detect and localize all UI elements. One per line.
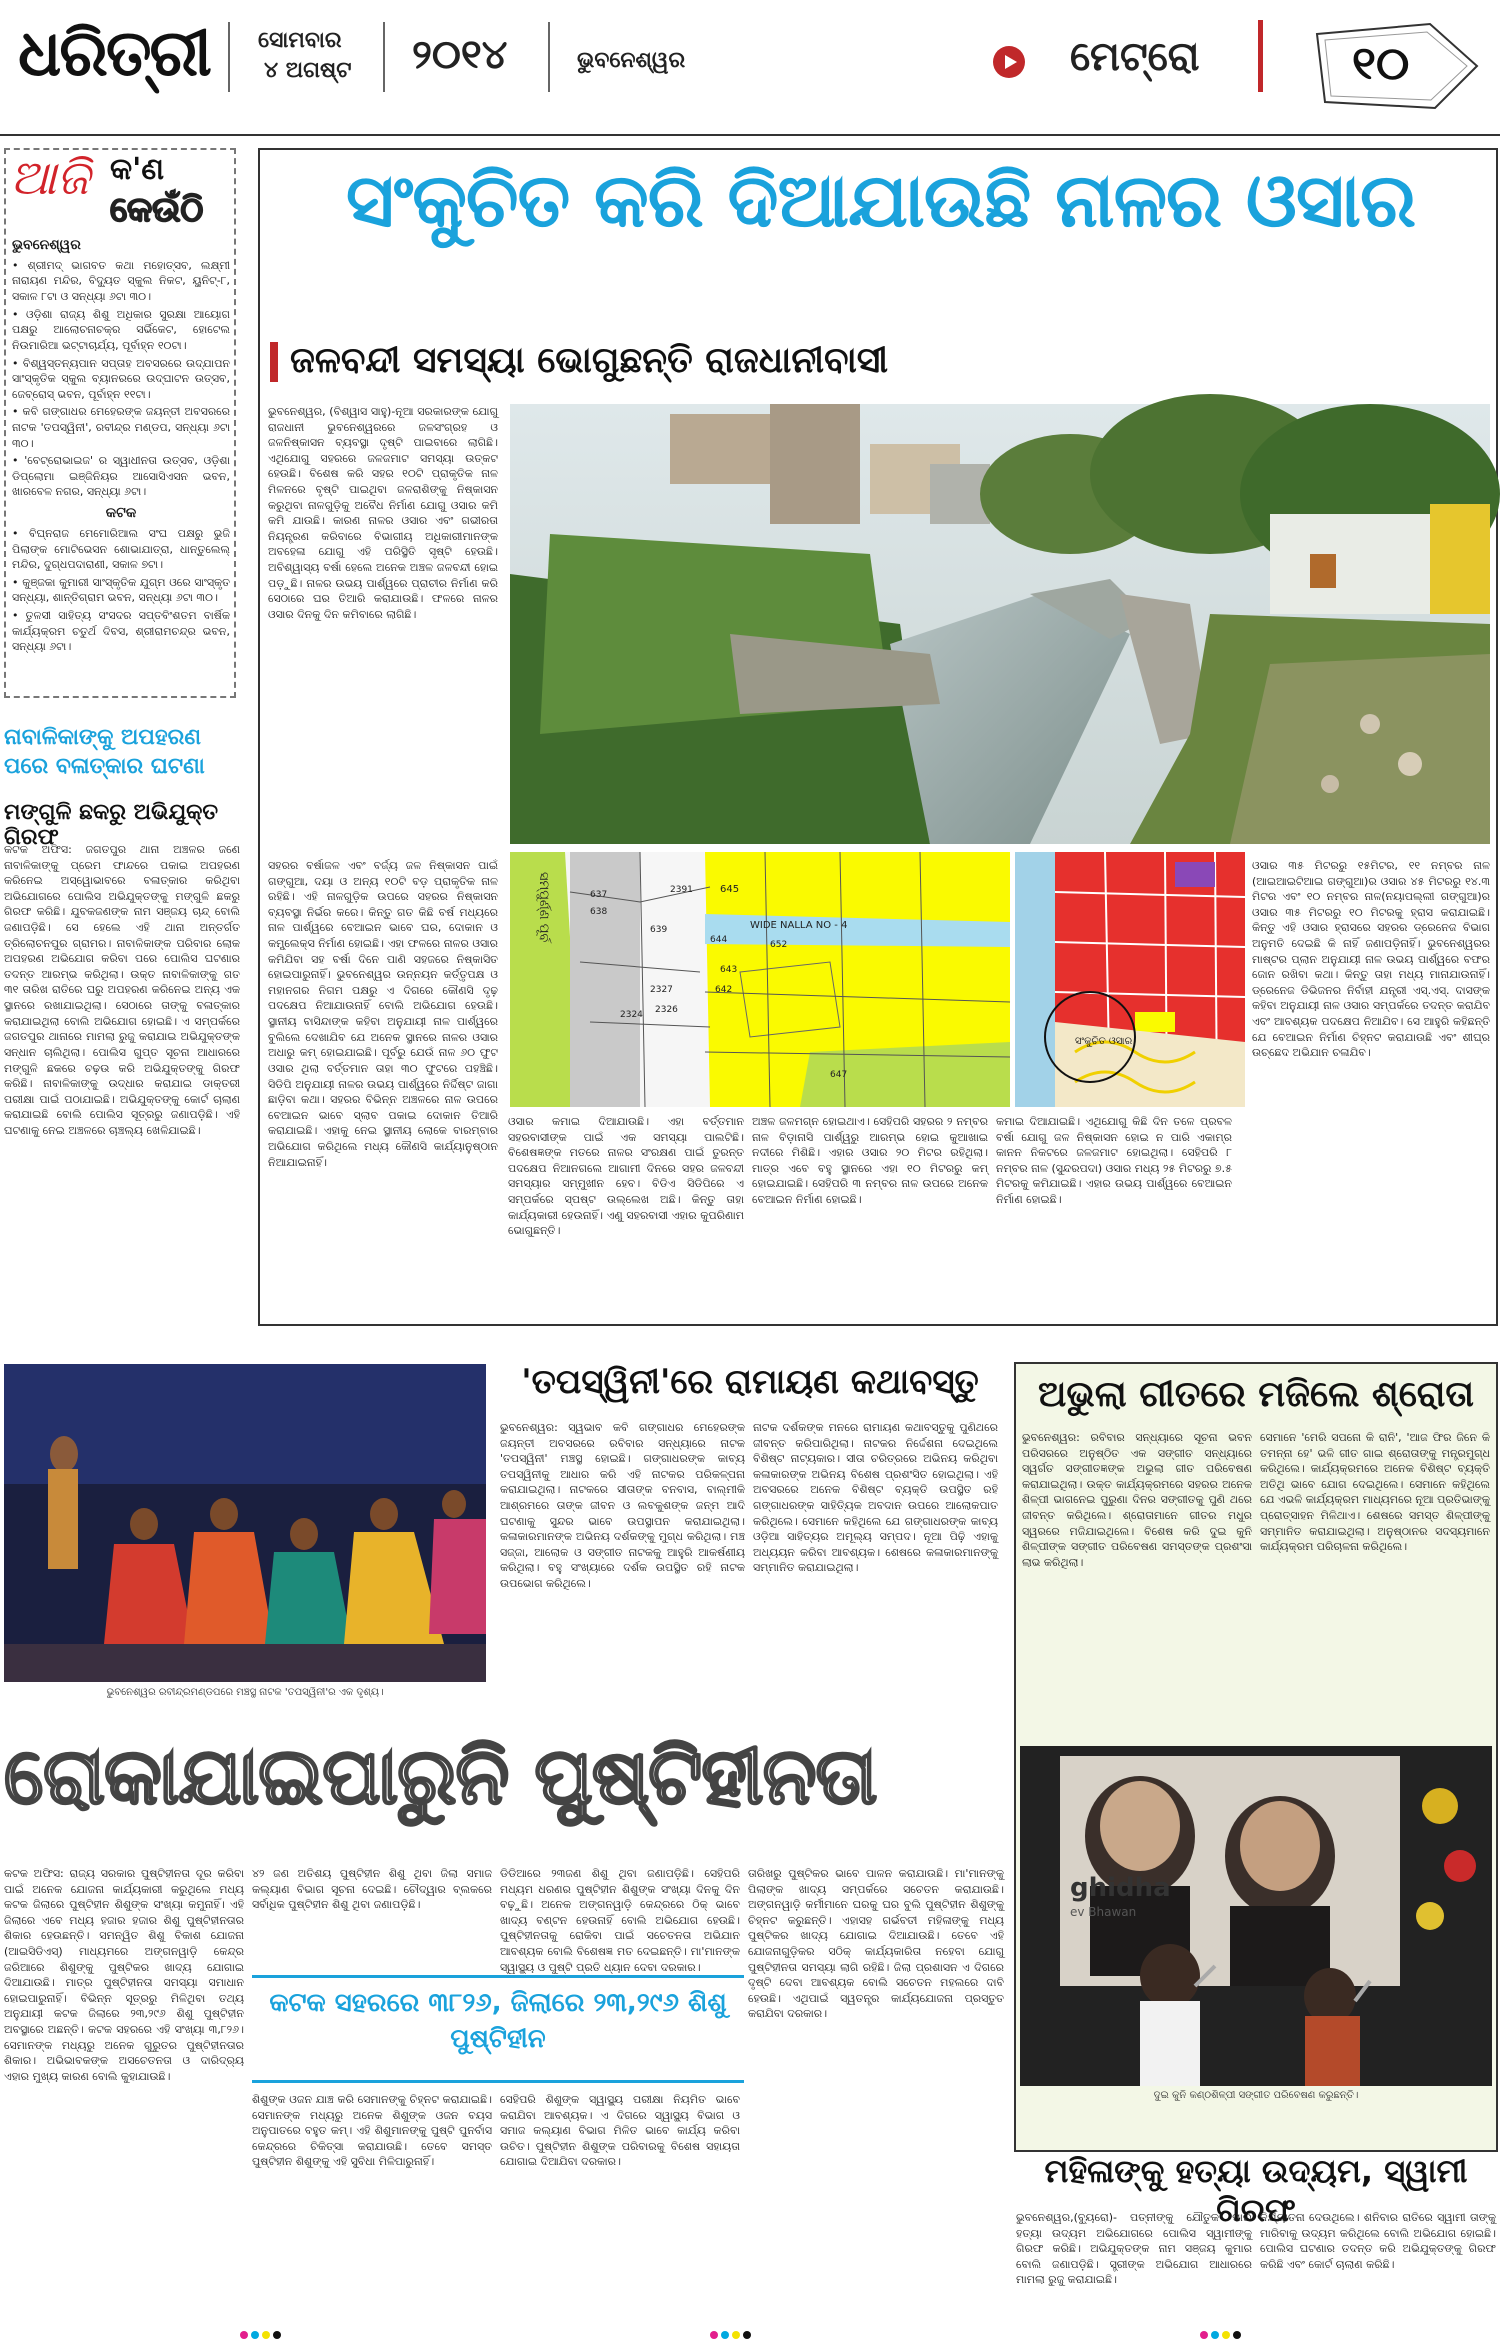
mahila-col: ନିର୍ଯ୍ୟାତନା ଦେଉଥିଲେ। ଶନିବାର ରାତିରେ ସ୍ୱାମୀ ତାଙ୍କୁ ମାରିବାକୁ ଉଦ୍ୟମ କରିଥିଲେ ବୋଲି ଅଭିଯୋଗ ହୋଇଛି। ପୋଲିସ ଘଟଣାର ତଦନ୍ତ କରି ଅଭିଯୁକ୍ତଙ୍କୁ ଗିରଫ କରିଛି ଏବଂ କୋର୍ଟ ଚାଲାଣ କରିଛି। — [1260, 2211, 1496, 2271]
photo-sign-text: ev Bhawan — [1070, 1905, 1137, 1919]
map-plot: 645 — [720, 884, 740, 895]
agenda-item: • ତୁଳସୀ ସାହିତ୍ୟ ସଂସଦର ସପ୍ତବିଂଶତମ ବାର୍ଷିକ କାର୍ଯ୍ୟକ୍ରମ ଚତୁର୍ଥ ଦିବସ, ଶ୍ରୀରାମଚନ୍ଦ୍ର ଭବନ, ସନ୍ଧ୍ୟା ୬ଟା। — [12, 608, 230, 654]
newspaper-logo: ଧରିତ୍ରୀ — [18, 16, 210, 91]
section-divider — [1258, 20, 1263, 92]
map-plot: 2327 — [650, 985, 673, 995]
page-number: ୧୦ — [1352, 36, 1410, 90]
left-story-headline: ନାବାଳିକାଙ୍କୁ ଅପହରଣ ପରେ ବଳାତ୍କାର ଘଟଣା — [4, 725, 205, 779]
agenda-prefix: ଆଜି — [10, 150, 90, 206]
agenda-item: • କବି ଗଙ୍ଗାଧର ମେହେରଙ୍କ ଜୟନ୍ତୀ ଅବସରରେ ନାଟକ 'ତପସ୍ୱିନୀ', ରବୀନ୍ଦ୍ର ମଣ୍ଡପ, ସନ୍ଧ୍ୟା ୬ଟା ୩୦। — [12, 405, 230, 450]
registration-marks — [1200, 2324, 1244, 2334]
play-icon — [993, 46, 1025, 78]
masthead-divider — [548, 22, 550, 92]
malnutrition-col: ୪୨ ଜଣ ଅତିଶୟ ପୁଷ୍ଟିହୀନ ଶିଶୁ ଥିବା ଜିଲା ସମାଜ କଲ୍ୟାଣ ବିଭାଗ ସୂଚନା ଦେଇଛି। ଚୌଦ୍ୱାର ବ୍ଲକରେ ସର୍ବାଧିକ ପୁଷ୍ଟିହୀନ ଶିଶୁ ଥିବା ଜଣାପଡ଼ିଛି। — [252, 1867, 492, 1912]
photo-sign-text: ghidha — [1070, 1873, 1171, 1903]
mahila-col: ଭୁବନେଶ୍ୱର,(ବ୍ୟୁରୋ)- ପତ୍ନୀଙ୍କୁ ଯୌତୁକ ପାଇଁ ହତ୍ୟା ଉଦ୍ୟମ ଅଭିଯୋଗରେ ପୋଲିସ ସ୍ୱାମୀଙ୍କୁ ଗିରଫ କରିଛି। ଅଭିଯୁକ୍ତଙ୍କ ନାମ ସଞ୍ଜୟ କୁମାର ବୋଲି ଜଣାପଡ଼ିଛି। ସ୍ତ୍ରୀଙ୍କ ଅଭିଯୋଗ ଆଧାରରେ ମାମଲା ରୁଜୁ କରାଯାଇଛି। — [1016, 2211, 1252, 2287]
map-plot: 642 — [715, 985, 733, 995]
map-plot: 644 — [710, 935, 728, 945]
map-plot: 2326 — [655, 1005, 678, 1015]
abhula-headline: ଅଭୁଲା ଗୀତରେ ମଜିଲେ ଶ୍ରୋତା — [1037, 1374, 1474, 1415]
masthead-year: ୨୦୧୪ — [412, 32, 508, 78]
tapaswini-col: ଭୁବନେଶ୍ୱର: ସ୍ୱଭାବ କବି ଗଙ୍ଗାଧର ମେହେରଙ୍କ ଜୟନ୍ତୀ ଅବସରରେ ରବିବାର ସନ୍ଧ୍ୟାରେ ନାଟକ 'ତପସ୍ୱିନୀ' ମଞ୍ଚସ୍ଥ ହୋଇଛି। ଗଙ୍ଗାଧରଙ୍କ କାବ୍ୟ ତପସ୍ୱିନୀକୁ ଆଧାର କରି ଏହି ନାଟକର ପରିକଳ୍ପନା କରାଯାଇଥିଲା। ନାଟକରେ ସୀତାଙ୍କ ବନବାସ, ବାଲ୍ମୀକି ଆଶ୍ରମରେ ତାଙ୍କ ଜୀବନ ଓ ଲବକୁଶଙ୍କ ଜନ୍ମ ଆଦି ଘଟଣାକୁ ସୁନ୍ଦର ଭାବେ ଉପସ୍ଥାପନ କରାଯାଇଥିଲା। କଳାକାରମାନଙ୍କ ଅଭିନୟ ଦର୍ଶକଙ୍କୁ ମୁଗ୍ଧ କରିଥିଲା। ମଞ୍ଚ ସଜ୍ଜା, ଆଲୋକ ଓ ସଙ୍ଗୀତ ନାଟକକୁ ଆହୁରି ଆକର୍ଷଣୀୟ କରିଥିଲା। ବହୁ ସଂଖ୍ୟାରେ ଦର୍ଶକ ଉପସ୍ଥିତ ରହି ନାଟକ ଉପଭୋଗ କରିଥିଲେ। — [500, 1421, 745, 1591]
map-plot: 643 — [720, 965, 738, 975]
play-scene-photo — [4, 1364, 486, 1682]
pull-quote: କଟକ ସହରରେ ୩୮୨୬, ଜିଲାରେ ୨୩,୨୯୬ ଶିଶୁ ପୁଷ୍ଟିହୀନ — [269, 1988, 727, 2055]
masthead-divider — [228, 22, 230, 92]
concert-photo — [1020, 1746, 1492, 2086]
agenda-item: • ବିଶ୍ୱସ୍ତନ୍ୟପାନ ସପ୍ତାହ ଅବସରରେ ଉଦ୍‌ଯାପନ ସାଂସ୍କୃତିକ ସ୍କୁଲ ବ୍ୟାନରରେ ଉଦ୍‌ଘାଟନ ଉତ୍ସବ, ଜେବ୍ରୋସ୍ ଭବନ, ପୂର୍ବାହ୍ନ ୧୧ଟା। — [12, 356, 230, 401]
map-circle-label: ସଂକୁଚିତ ଓସାର — [1075, 1036, 1133, 1047]
main-story-col: ସହରର ବର୍ଷାଜଳ ଏବଂ ବର୍ଜ୍ୟ ଜଳ ନିଷ୍କାସନ ପାଇଁ ଗଙ୍ଗୁଆ, ଦୟା ଓ ଅନ୍ୟ ୧୦ଟି ବଡ଼ ପ୍ରାକୃତିକ ନାଳ ରହିଛି। ଏହି ନାଳଗୁଡ଼ିକ ଉପରେ ସହରର ନିଷ୍କାସନ ବ୍ୟବସ୍ଥା ନିର୍ଭର କରେ। କିନ୍ତୁ ଗତ କିଛି ବର୍ଷ ମଧ୍ୟରେ ନାଳ ପାର୍ଶ୍ୱରେ ବେଆଇନ ଭାବେ ଘର, ଦୋକାନ ଓ କମ୍ପ୍ଲେକ୍ସ ନିର୍ମାଣ ହୋଇଛି। ଏହା ଫଳରେ ନାଳର ଓସାର କମିଯିବା ସହ ବର୍ଷା ଦିନେ ପାଣି ସହଜରେ ନିଷ୍କାସିତ ହୋଇପାରୁନାହିଁ। ଭୁବନେଶ୍ୱର ଉନ୍ନୟନ କର୍ତ୍ତୃପକ୍ଷ ଓ ମହାନଗର ନିଗମ ପକ୍ଷରୁ ଏ ଦିଗରେ କୌଣସି ଦୃଢ଼ ପଦକ୍ଷେପ ନିଆଯାଉନାହିଁ ବୋଲି ଅଭିଯୋଗ ହେଉଛି। ସ୍ଥାନୀୟ ବାସିନ୍ଦାଙ୍କ କହିବା ଅନୁଯାୟୀ ନାଳ ପାର୍ଶ୍ୱରେ ବୁଲିଲେ ଦେଖାଯିବ ଯେ ଅନେକ ସ୍ଥାନରେ ନାଳର ଓସାର ଅଧାରୁ କମ୍ ହୋଇଯାଇଛି। ପୂର୍ବରୁ ଯେଉଁ ନାଳ ୬୦ ଫୁଟ ଓସାର ଥିଲା ବର୍ତ୍ତମାନ ତାହା ୩୦ ଫୁଟରେ ପହଞ୍ଚିଛି। ସିଡିପି ଅନୁଯାୟୀ ନାଳର ଉଭୟ ପାର୍ଶ୍ୱରେ ନିର୍ଦ୍ଦିଷ୍ଟ ଜାଗା ଛାଡ଼ିବା କଥା। ସହରର ବିଭିନ୍ନ ଅଞ୍ଚଳରେ ନାଳ ଉପରେ ବେଆଇନ ଭାବେ ସ୍ଲାବ ପକାଇ ଦୋକାନ ତିଆରି କରାଯାଇଛି। ଏହାକୁ ନେଇ ସ୍ଥାନୀୟ ଲୋକେ ବାରମ୍ବାର ଅଭିଯୋଗ କରିଥିଲେ ମଧ୍ୟ କୌଣସି କାର୍ଯ୍ୟାନୁଷ୍ଠାନ ନିଆଯାଇନାହିଁ। — [268, 859, 498, 1169]
main-story-col: ଓସାର ୩୫ ମିଟରରୁ ୧୫ମିଟର, ୧୧ ନମ୍ବର ନାଳ (ଆଇଆଇଟିଆଇ ଗଙ୍ଗୁଆ)ର ଓସାର ୪୫ ମିଟରରୁ ୧୪.୩ ମିଟର ଏବଂ ୧୦ ନମ୍ବର ନାଳ(ନୟାପଲ୍ଲୀ ଗଙ୍ଗୁଆ)ର ଓସାର ୩୫ ମିଟରରୁ ୧୦ ମିଟରକୁ ହ୍ରାସ କରାଯାଇଛି। କିନ୍ତୁ ଏହି ଓସାର ହ୍ରାସରେ ସହରର ଡ୍ରେନେଜ ବିଭାଗ ଅନୁମତି ଦେଇଛି କି ନାହିଁ ଜଣାପଡ଼ିନାହିଁ। ଭୁବନେଶ୍ୱରର ମାଷ୍ଟର ପ୍ଲାନ ଅନୁଯାୟୀ ନାଳ ଉଭୟ ପାର୍ଶ୍ୱରେ ବଫର ଜୋନ ରଖିବା କଥା। କିନ୍ତୁ ତାହା ମଧ୍ୟ ମାନାଯାଉନାହିଁ। ଡ୍ରେନେଜ ଡିଭିଜନର ନିର୍ବାହୀ ଯନ୍ତ୍ରୀ ଏସ୍.ଏସ୍. ଦାସଙ୍କ କହିବା ଅନୁଯାୟୀ ନାଳ ଓସାର ସମ୍ପର୍କରେ ତଦନ୍ତ କରାଯିବ ଏବଂ ଆବଶ୍ୟକ ପଦକ୍ଷେପ ନିଆଯିବ। ସେ ଆହୁରି କହିଛନ୍ତି ଯେ ବେଆଇନ ନିର୍ମାଣ ଚିହ୍ନଟ କରାଯାଉଛି ଏବଂ ଶୀଘ୍ର ଉଚ୍ଛେଦ ଅଭିଯାନ ଚଳାଯିବ। — [1252, 859, 1490, 1060]
agenda-city-label: କଟକ — [105, 505, 137, 522]
agenda-title-line2: କେଉଁଠି — [110, 190, 204, 230]
abhula-col: ଭୁବନେଶ୍ୱର: ରବିବାର ସନ୍ଧ୍ୟାରେ ସୂଚନା ଭବନ ପରିସରରେ ଅନୁଷ୍ଠିତ ଏକ ସଙ୍ଗୀତ ସନ୍ଧ୍ୟାରେ ସ୍ୱର୍ଗତ ସଙ୍ଗୀତଜ୍ଞଙ୍କ ଅଭୁଲା ଗୀତ ପରିବେଷଣ କରାଯାଇଥିଲା। ଉକ୍ତ କାର୍ଯ୍ୟକ୍ରମରେ ସହରର ଅନେକ ଶିଳ୍ପୀ ଭାଗନେଇ ପୁରୁଣା ଦିନର ସଙ୍ଗୀତକୁ ପୁଣି ଥରେ ଜୀବନ୍ତ କରିଥିଲେ। ଶ୍ରୋତାମାନେ ଗୀତର ମଧୁର ସ୍ୱରରେ ମଜିଯାଇଥିଲେ। ବିଶେଷ କରି ଦୁଇ କୁନି ଶିଳ୍ପୀଙ୍କ ସଙ୍ଗୀତ ପରିବେଷଣ ସମସ୍ତଙ୍କ ପ୍ରଶଂସା ଲାଭ କରିଥିଲା। — [1022, 1431, 1252, 1569]
abhula-col: ସେମାନେ 'ମେରି ସପନୋ କି ରାନି', 'ଆଜ ଫିର ଜିନେ କି ତମନ୍ନା ହେ' ଭଳି ଗୀତ ଗାଇ ଶ୍ରୋତାଙ୍କୁ ମନ୍ତ୍ରମୁଗ୍ଧ କରିଥିଲେ। କାର୍ଯ୍ୟକ୍ରମରେ ଅନେକ ବିଶିଷ୍ଟ ବ୍ୟକ୍ତି ଅତିଥି ଭାବେ ଯୋଗ ଦେଇଥିଲେ। ସେମାନେ କହିଥିଲେ ଯେ ଏଭଳି କାର୍ଯ୍ୟକ୍ରମ ମାଧ୍ୟମରେ ନୂଆ ପ୍ରତିଭାଙ୍କୁ ପ୍ରୋତ୍ସାହନ ମିଳିଥାଏ। ଶେଷରେ ସମସ୍ତ ଶିଳ୍ପୀଙ୍କୁ ସମ୍ମାନିତ କରାଯାଇଥିଲା। ଅନୁଷ୍ଠାନର ସଦସ୍ୟମାନେ କାର୍ଯ୍ୟକ୍ରମ ପରିଚାଳନା କରିଥିଲେ। — [1260, 1431, 1490, 1554]
main-headline: ସଂକୁଚିତ କରି ଦିଆଯାଉଛି ନାଳର ଓସାର — [345, 158, 1416, 244]
left-story-subheadline: ମଙ୍ଗୁଳି ଛକରୁ ଅଭିଯୁକ୍ତ ଗିରଫ — [4, 800, 219, 850]
malnutrition-headline: ରୋକାଯାଇପାରୁନି ପୁଷ୍ଟିହୀନତା — [4, 1732, 877, 1822]
malnutrition-col: ତାରିଖରୁ ପୁଷ୍ଟିକର ଭାବେ ପାଳନ କରାଯାଉଛି। ମା'ମାନଙ୍କୁ ପିଲାଙ୍କ ଖାଦ୍ୟ ସମ୍ପର୍କରେ ସଚେତନ କରାଯାଉଛି। ଅଙ୍ଗନୱାଡ଼ି କର୍ମୀମାନେ ଘରକୁ ଘର ବୁଲି ପୁଷ୍ଟିହୀନ ଶିଶୁଙ୍କୁ ଚିହ୍ନଟ କରୁଛନ୍ତି। ଏହାସହ ଗର୍ଭବତୀ ମହିଳାଙ୍କୁ ମଧ୍ୟ ପୁଷ୍ଟିକର ଖାଦ୍ୟ ଯୋଗାଇ ଦିଆଯାଉଛି। ତେବେ ଏହି ଯୋଜନାଗୁଡ଼ିକର ସଠିକ୍ କାର୍ଯ୍ୟକାରିତା ନହେବା ଯୋଗୁ ପୁଷ୍ଟିହୀନତା ସମସ୍ୟା ଲାଗି ରହିଛି। ଜିଲା ପ୍ରଶାସନ ଏ ଦିଗରେ ଦୃଷ୍ଟି ଦେବା ଆବଶ୍ୟକ ବୋଲି ସଚେତନ ମହଲରେ ଦାବି ହେଉଛି। ଏଥିପାଇଁ ସ୍ୱତନ୍ତ୍ର କାର୍ଯ୍ୟଯୋଜନା ପ୍ରସ୍ତୁତ କରାଯିବା ଦରକାର। — [748, 1867, 1004, 2021]
masthead-divider — [383, 22, 385, 92]
masthead-date: ୪ ଅଗଷ୍ଟ — [264, 58, 352, 83]
concert-photo-caption: ଦୁଇ କୁନି କଣ୍ଠଶିଳ୍ପୀ ସଙ୍ଗୀତ ପରିବେଷଣ କରୁଛନ୍ତି। — [1153, 2090, 1359, 2101]
agenda-city-label: ଭୁବନେଶ୍ୱର — [12, 237, 81, 253]
tapaswini-headline: 'ତପସ୍ୱିନୀ'ରେ ରାମାୟଣ କଥାବସ୍ତୁ — [521, 1362, 979, 1402]
malnutrition-col: ସେହିପରି ଶିଶୁଙ୍କ ସ୍ୱାସ୍ଥ୍ୟ ପରୀକ୍ଷା ନିୟମିତ ଭାବେ କରାଯିବା ଆବଶ୍ୟକ। ଏ ଦିଗରେ ସ୍ୱାସ୍ଥ୍ୟ ବିଭାଗ ଓ ସମାଜ କଲ୍ୟାଣ ବିଭାଗ ମିଳିତ ଭାବେ କାର୍ଯ୍ୟ କରିବା ଉଚିତ। ପୁଷ୍ଟିହୀନ ଶିଶୁଙ୍କ ପରିବାରକୁ ବିଶେଷ ସହାୟତା ଯୋଗାଇ ଦିଆଯିବା ଦରକାର। — [500, 2093, 740, 2169]
zoning-map — [1015, 852, 1245, 1107]
main-story-col: ଓସାର କମାଇ ଦିଆଯାଉଛି। ଏହା ବର୍ତ୍ତମାନ ସହରବାସୀଙ୍କ ପାଇଁ ଏକ ସମସ୍ୟା ପାଲଟିଛି। ବିଶେଷଜ୍ଞଙ୍କ ମତରେ ନାଳର ସଂରକ୍ଷଣ ପାଇଁ ତୁରନ୍ତ ପଦକ୍ଷେପ ନିଆନଗଲେ ଆଗାମୀ ଦିନରେ ସହର ଜଳବନ୍ଦୀ ସମସ୍ୟାର ସମ୍ମୁଖୀନ ହେବ। ବିଡିଏ ସିଡିପିରେ ଏ ସମ୍ପର୍କରେ ସ୍ପଷ୍ଟ ଉଲ୍ଲେଖ ଅଛି। କିନ୍ତୁ ତାହା କାର୍ଯ୍ୟକାରୀ ହେଉନାହିଁ। ଏଣୁ ସହରବାସୀ ଏହାର କୁପରିଣାମ ଭୋଗୁଛନ୍ତି। — [508, 1115, 744, 1238]
play-photo-caption: ଭୁବନେଶ୍ୱର ରବୀନ୍ଦ୍ରମଣ୍ଡପରେ ମଞ୍ଚସ୍ଥ ନାଟକ 'ତପସ୍ୱିନୀ'ର ଏକ ଦୃଶ୍ୟ। — [106, 1687, 384, 1698]
main-story-col: ଭୁବନେଶ୍ୱର, (ବିଶ୍ୱାସ ସାହୁ)-ନୂଆ ସରକାରଙ୍କ ଯୋଗୁ ରାଜଧାନୀ ଭୁବନେଶ୍ୱରରେ ଜଳସଂଗ୍ରହ ଓ ଜଳନିଷ୍କାସନ ବ୍ୟବସ୍ଥା ଦୃଷ୍ଟି ପାଇବାରେ ଲାଗିଛି। ଏଥିଯୋଗୁ ସହରରେ ଜଳଜମାଟ ସମସ୍ୟା ଉତ୍କଟ ହେଉଛି। ବିଶେଷ କରି ସହର ୧୦ଟି ପ୍ରାକୃତିକ ନାଳ ମିଳନରେ ବୃଷ୍ଟି ପାଇଥିବା ଜଳରାଶିଙ୍କୁ ନିଷ୍କାସନ କରୁଥିବା ନାଳଗୁଡ଼ିକୁ ଅବୈଧ ନିର୍ମାଣ ଯୋଗୁ ଓସାର କମି କମି ଯାଉଛି। କାରଣ ନାଳର ଓସାର ଏବଂ ଗଭୀରତା ନିୟନ୍ତ୍ରଣ କରିବାରେ ବିଭାଗୀୟ ଅଧିକାରୀମାନଙ୍କ ଅବହେଳା ଯୋଗୁ ଏହି ପରିସ୍ଥିତି ସୃଷ୍ଟି ହେଉଛି। ଅବିଶ୍ୱାସ୍ୟ ବର୍ଷା ହେଲେ ଅନେକ ଅଞ୍ଚଳ ଜଳବନ୍ଦୀ ହୋଇ ପଡ଼ୁଛି। ନାଳର ଉଭୟ ପାର୍ଶ୍ୱରେ ପ୍ରାଚୀର ନିର୍ମାଣ କରି ସେଠାରେ ଘର ତିଆରି କରାଯାଉଛି। ଫଳରେ ନାଳର ଓସାର ଦିନକୁ ଦିନ କମିବାରେ ଲାଗିଛି। — [268, 405, 498, 621]
drain-photo — [510, 404, 1490, 844]
agenda-list — [12, 232, 230, 692]
agenda-item: • ଶ୍ରୀମଦ୍ ଭାଗବତ କଥା ମହୋତ୍ସବ, ଲକ୍ଷ୍ମୀ ନାରାୟଣ ମନ୍ଦିର, ବିଦ୍ୟୁତ ସ୍କୁଲ ନିକଟ, ୟୁନିଟ୍-୮, ସକାଳ ୮ଟା ଓ ସନ୍ଧ୍ୟା ୬ଟା ୩୦। — [12, 258, 230, 304]
map-plot: 2391 — [670, 885, 693, 895]
agenda-item: • ଓଡ଼ିଶା ରାଜ୍ୟ ଶିଶୁ ଅଧିକାର ସୁରକ୍ଷା ଆୟୋଗ ପକ୍ଷରୁ ଆଲୋଚନାଚକ୍ର ସର୍ଭିକେଟ, ହୋଟେଲ ନିଉମାରିଆ ଭଟ୍ଟାଚାର୍ଯ୍ୟ, ପୂର୍ବାହ୍ନ ୧୦ଟା। — [12, 307, 230, 352]
map-plot: 652 — [770, 940, 788, 950]
registration-marks — [240, 2324, 284, 2334]
mahila-headline: ମହିଳାଙ୍କୁ ହତ୍ୟା ଉଦ୍ୟମ, ସ୍ୱାମୀ ଗିରଫ — [1044, 2152, 1468, 2229]
malnutrition-col: କଟକ ଅଫିସ: ରାଜ୍ୟ ସରକାର ପୁଷ୍ଟିହୀନତା ଦୂର କରିବା ପାଇଁ ଅନେକ ଯୋଜନା କାର୍ଯ୍ୟକାରୀ କରୁଥିଲେ ମଧ୍ୟ କଟକ ଜିଲାରେ ପୁଷ୍ଟିହୀନ ଶିଶୁଙ୍କ ସଂଖ୍ୟା କମୁନାହିଁ। ଏହି ଜିଲାରେ ଏବେ ମଧ୍ୟ ହଜାର ହଜାର ଶିଶୁ ପୁଷ୍ଟିହୀନତାର ଶିକାର ହେଉଛନ୍ତି। ସମନ୍ୱିତ ଶିଶୁ ବିକାଶ ଯୋଜନା (ଆଇସିଡିଏସ୍) ମାଧ୍ୟମରେ ଅଙ୍ଗନୱାଡ଼ି କେନ୍ଦ୍ର ଜରିଆରେ ଶିଶୁଙ୍କୁ ପୁଷ୍ଟିକର ଖାଦ୍ୟ ଯୋଗାଇ ଦିଆଯାଉଛି। ମାତ୍ର ପୁଷ୍ଟିହୀନତା ସମସ୍ୟା ସମାଧାନ ହୋଇପାରୁନାହିଁ। ବିଭିନ୍ନ ସୂତ୍ରରୁ ମିଳିଥିବା ତଥ୍ୟ ଅନୁଯାୟୀ କଟକ ଜିଲାରେ ୨୩,୨୯୬ ଶିଶୁ ପୁଷ୍ଟିହୀନ ଅବସ୍ଥାରେ ଅଛନ୍ତି। କଟକ ସହରରେ ଏହି ସଂଖ୍ୟା ୩,୮୨୬। ସେମାନଙ୍କ ମଧ୍ୟରୁ ଅନେକ ଗୁରୁତର ପୁଷ୍ଟିହୀନତାର ଶିକାର। ଅଭିଭାବକଙ୍କ ଅସଚେତନତା ଓ ଦାରିଦ୍ର୍ୟ ଏହାର ମୁଖ୍ୟ କାରଣ ବୋଲି କୁହାଯାଉଛି। — [4, 1867, 244, 2083]
map-plot: 639 — [650, 925, 668, 935]
registration-marks — [710, 2324, 754, 2334]
agenda-item: • ବିଘ୍ନରାଜ ମେମୋରିଆଲ ସଂଘ ପକ୍ଷରୁ ଭୁଜି ପିଲାଙ୍କ ମୋଟିଭେସନ ଶୋଭାଯାତ୍ରା, ଧାନ୍ତୁଲେଲ୍ ମନ୍ଦିର, ଦୁଗ୍ଧପଦାରାଣୀ, ସକାଳ ୭ଟା। — [12, 526, 230, 572]
agenda-title-line1: କ'ଣ — [110, 152, 165, 187]
agenda-item: • କୁଞ୍ଜକା କୁମାରୀ ସାଂସ୍କୃତିକ ଯୁଗ୍ମ ଓରେ ସାଂସ୍କୃତ ସନ୍ଧ୍ୟା, ଶାନ୍ତିଗ୍ରାମ ଭବନ, ସନ୍ଧ୍ୟା ୬ଟା ୩୦। — [12, 575, 230, 605]
subheadline-bar — [270, 342, 278, 382]
map-plot: 638 — [590, 907, 608, 917]
agenda-item: • 'ବେଟ୍ରୋଭାଇଜ' ର ସ୍ୱାଧୀନତା ଉତ୍ସବ, ଓଡ଼ିଶା ଡିପ୍ଲୋମା ଇଞ୍ଜିନିୟର ଆସୋସିଏସନ ଭବନ, ଖାରବେଳ ନଗର, ସନ୍ଧ୍ୟା ୬ଟା। — [12, 454, 230, 499]
map-road-label: WIDE NALLA NO - 4 — [750, 920, 848, 931]
map-side-label: ସମ୍ପୁର୍ଣ୍ଣ ପୂର୍ବ — [536, 872, 551, 943]
cadastral-map — [510, 852, 1010, 1107]
left-story-body: କଟକ ଅଫିସ: ଜଗତପୁର ଥାନା ଅଞ୍ଚଳର ଜଣେ ନାବାଳିକାଙ୍କୁ ପ୍ରେମ ଫାନ୍ଦରେ ପକାଇ ଅପହରଣ କରିନେଇ ଅସ୍ୱୋଭାବରେ ବଳାତ୍କାର କରିଥିବା ଅଭିଯୋଗରେ ପୋଲିସ ଅଭିଯୁକ୍ତଙ୍କୁ ମଙ୍ଗୁଳି ଛକରୁ ଗିରଫ କରିଛି। ଯୁବକଜଣଙ୍କ ନାମ ସଞ୍ଜୟ ଚାନ୍ଦ୍ ବୋଲି ଜଣାପଡ଼ିଛି। ସେ ହେଲେ ଏହି ଥାନା ଅନ୍ତର୍ଗତ ତ୍ରିଲୋଚନପୁର ଗ୍ରାମର। ନାବାଳିକାଙ୍କ ପରିବାର ଲୋକ ଅପହରଣ ଅଭିଯୋଗ କରିବା ପରେ ପୋଲିସ ଘଟଣାର ତଦନ୍ତ ଆରମ୍ଭ କରିଥିଲା। ଉକ୍ତ ନାବାଳିକାଙ୍କୁ ଗତ ୩୧ ତାରିଖ ରାତିରେ ଘରୁ ଅପହରଣ କରିନେଇ ଅନ୍ୟ ଏକ ସ୍ଥାନରେ ରଖାଯାଇଥିଲା। ସେଠାରେ ତାଙ୍କୁ ବଳାତ୍କାର କରାଯାଇଥିଲା ବୋଲି ଅଭିଯୋଗ ହୋଇଛି। ଏ ସମ୍ପର୍କରେ ଜଗତପୁର ଥାନାରେ ମାମଲା ରୁଜୁ କରାଯାଇ ଅଭିଯୁକ୍ତଙ୍କ ସନ୍ଧାନ ଚାଲିଥିଲା। ପୋଲିସ ଗୁପ୍ତ ସୂଚନା ଆଧାରରେ ମଙ୍ଗୁଳି ଛକରେ ଚଢ଼ଉ କରି ଅଭିଯୁକ୍ତଙ୍କୁ ଗିରଫ କରିଛି। ନାବାଳିକାଙ୍କୁ ଉଦ୍ଧାର କରାଯାଇ ଡାକ୍ତରୀ ପରୀକ୍ଷା ପାଇଁ ପଠାଯାଇଛି। ଅଭିଯୁକ୍ତଙ୍କୁ କୋର୍ଟ ଚାଲାଣ କରାଯାଇଛି ବୋଲି ପୋଲିସ ସୂତ୍ରରୁ ଜଣାପଡ଼ିଛି। ଏହି ଘଟଣାକୁ ନେଇ ଅଞ୍ଚଳରେ ଚାଞ୍ଚଲ୍ୟ ଖେଳିଯାଇଛି। — [4, 843, 240, 1137]
malnutrition-col: ଶିଶୁଙ୍କ ଓଜନ ଯାଞ୍ଚ କରି ସେମାନଙ୍କୁ ଚିହ୍ନଟ କରାଯାଇଛି। ସେମାନଙ୍କ ମଧ୍ୟରୁ ଅନେକ ଶିଶୁଙ୍କ ଓଜନ ବୟସ ଅନୁପାତରେ ବହୁତ କମ୍। ଏହି ଶିଶୁମାନଙ୍କୁ ପୁଷ୍ଟି ପୁନର୍ବାସ କେନ୍ଦ୍ରରେ ଚିକିତ୍ସା କରାଯାଉଛି। ତେବେ ସମସ୍ତ ପୁଷ୍ଟିହୀନ ଶିଶୁଙ୍କୁ ଏହି ସୁବିଧା ମିଳିପାରୁନାହିଁ। — [252, 2093, 492, 2169]
main-story-col: କମାଇ ଦିଆଯାଇଛି। ଏଥିଯୋଗୁ କିଛି ଦିନ ତଳେ ପ୍ରବଳ ବର୍ଷା ଯୋଗୁ ଜଳ ନିଷ୍କାସନ ହୋଇ ନ ପାରି ଏକାମ୍ର କାନନ ନିକଟରେ ଜଳଜମାଟ ହୋଇଥିଲା। ସେହିପରି ୮ ନମ୍ବର ନାଳ (ସୁନ୍ଦରପଦା) ଓସାର ମଧ୍ୟ ୨୫ ମିଟରରୁ ୭.୫ ମିଟରକୁ କମିଯାଇଛି। ଏହାର ଉଭୟ ପାର୍ଶ୍ୱରେ ବେଆଇନ ନିର୍ମାଣ ହୋଇଛି। — [996, 1115, 1232, 1207]
map-plot: 637 — [590, 890, 608, 900]
malnutrition-col: ଡିଡିଆରେ ୨୩ଜଣ ଶିଶୁ ଥିବା ଜଣାପଡ଼ିଛି। ସେହିପରି ମଧ୍ୟମ ଧରଣର ପୁଷ୍ଟିହୀନ ଶିଶୁଙ୍କ ସଂଖ୍ୟା ଦିନକୁ ଦିନ ବଢ଼ୁଛି। ଅନେକ ଅଙ୍ଗନୱାଡ଼ି କେନ୍ଦ୍ରରେ ଠିକ୍ ଭାବେ ଖାଦ୍ୟ ବଣ୍ଟନ ହେଉନାହିଁ ବୋଲି ଅଭିଯୋଗ ହେଉଛି। ପୁଷ୍ଟିହୀନତାକୁ ରୋକିବା ପାଇଁ ସଚେତନତା ଅଭିଯାନ ଆବଶ୍ୟକ ବୋଲି ବିଶେଷଜ୍ଞ ମତ ଦେଇଛନ୍ତି। ମା'ମାନଙ୍କ ସ୍ୱାସ୍ଥ୍ୟ ଓ ପୁଷ୍ଟି ପ୍ରତି ଧ୍ୟାନ ଦେବା ଦରକାର। — [500, 1867, 740, 1974]
masthead-city: ଭୁବନେଶ୍ୱର — [577, 48, 686, 73]
masthead-rule — [0, 134, 1500, 136]
main-story-col: ଅଞ୍ଚଳ ଜଳମଗ୍ନ ହୋଇଥାଏ। ସେହିପରି ସହରର ୨ ନମ୍ବର ନାଳ ବିଡ଼ାନାସି ପାର୍ଶ୍ୱରୁ ଆରମ୍ଭ ହୋଇ କୁଆଖାଇ ନଦୀରେ ମିଶିଛି। ଏହାର ଓସାର ୨୦ ମିଟର ରହିଥିଲା। ମାତ୍ର ଏବେ ବହୁ ସ୍ଥାନରେ ଏହା ୧୦ ମିଟରରୁ କମ୍ ହୋଇଯାଇଛି। ସେହିପରି ୩ ନମ୍ବର ନାଳ ଉପରେ ଅନେକ ବେଆଇନ ନିର୍ମାଣ ହୋଇଛି। — [752, 1115, 988, 1207]
section-name: ମେଟ୍ରୋ — [1070, 34, 1200, 80]
main-subheadline: ଜଳବନ୍ଦୀ ସମସ୍ୟା ଭୋଗୁଛନ୍ତି ରାଜଧାନୀବାସୀ — [290, 340, 889, 381]
map-plot: 2324 — [620, 1010, 643, 1020]
masthead-day: ସୋମବାର — [258, 28, 342, 53]
tapaswini-col: ନାଟକ ଦର୍ଶକଙ୍କ ମନରେ ରାମାୟଣ କଥାବସ୍ତୁକୁ ପୁଣିଥରେ ଜୀବନ୍ତ କରିପାରିଥିଲା। ନାଟକର ନିର୍ଦ୍ଦେଶନା ଦେଇଥିଲେ ବିଶିଷ୍ଟ ନାଟ୍ୟକାର। ସୀତା ଚରିତ୍ରରେ ଅଭିନୟ କରିଥିବା କଳାକାରଙ୍କ ଅଭିନୟ ବିଶେଷ ପ୍ରଶଂସିତ ହୋଇଥିଲା। ଏହି ଅବସରରେ ଅନେକ ବିଶିଷ୍ଟ ବ୍ୟକ୍ତି ଉପସ୍ଥିତ ରହି ଗଙ୍ଗାଧରଙ୍କ ସାହିତ୍ୟିକ ଅବଦାନ ଉପରେ ଆଲୋକପାତ କରିଥିଲେ। ସେମାନେ କହିଥିଲେ ଯେ ଗଙ୍ଗାଧରଙ୍କ କାବ୍ୟ ଓଡ଼ିଆ ସାହିତ୍ୟର ଅମୂଲ୍ୟ ସମ୍ପଦ। ନୂଆ ପିଢ଼ି ଏହାକୁ ଅଧ୍ୟୟନ କରିବା ଆବଶ୍ୟକ। ଶେଷରେ କଳାକାରମାନଙ୍କୁ ସମ୍ମାନିତ କରାଯାଇଥିଲା। — [753, 1421, 998, 1575]
masthead — [0, 0, 1500, 135]
map-plot: 647 — [830, 1070, 848, 1080]
